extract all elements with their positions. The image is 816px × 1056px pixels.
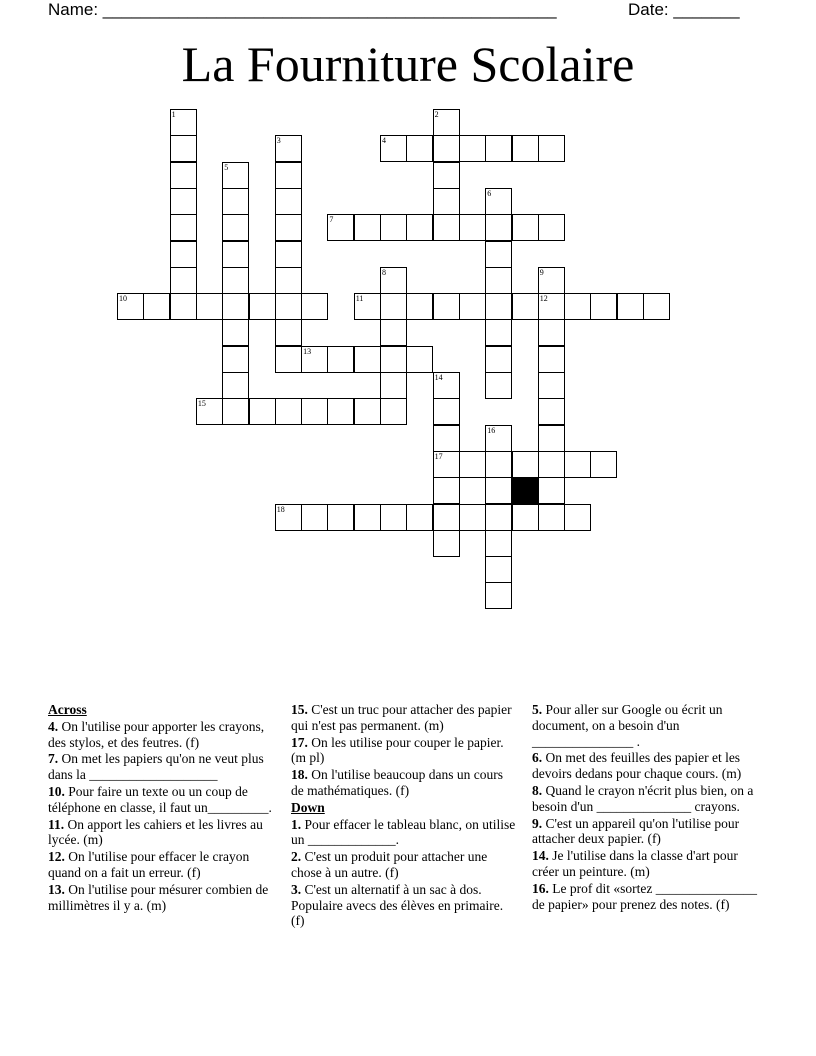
crossword-cell[interactable] — [222, 214, 249, 241]
clue-number: 9. — [532, 815, 543, 831]
clue-number: 14 — [434, 373, 443, 382]
crossword-cell[interactable] — [485, 582, 512, 609]
clue-number: 16 — [487, 425, 496, 435]
clue-number: 16. — [532, 880, 549, 896]
crossword-cell[interactable] — [485, 188, 512, 215]
clue-number: 12. — [48, 849, 65, 865]
clue-column-2 — [291, 702, 516, 930]
clue-text: 10. Pour faire un texte ou un coup de téléphone en classe, il faut un_________. — [48, 783, 272, 815]
clue-number: 18 — [276, 504, 285, 514]
clue-text: 5. Pour aller sur Google ou écrit un document, on a besoin d'un _______________ . — [532, 702, 723, 749]
crossword-cell[interactable] — [275, 188, 302, 215]
crossword-cell[interactable] — [380, 398, 407, 425]
clue-number: 6. — [532, 750, 543, 766]
crossword-cell[interactable] — [222, 398, 249, 425]
page-title: La Fourniture Scolaire — [181, 36, 635, 92]
clue-text: 1. Pour effacer le tableau blanc, on utilise un _____________. — [291, 816, 516, 848]
crossword-cell[interactable] — [433, 135, 460, 162]
crossword-cell[interactable] — [354, 214, 381, 241]
crossword-cell[interactable] — [538, 504, 565, 531]
crossword-cell[interactable] — [222, 319, 249, 346]
crossword-cell[interactable] — [459, 214, 486, 241]
clue-number: 5 — [224, 162, 229, 172]
crossword-cell[interactable] — [170, 109, 197, 136]
crossword-cell[interactable] — [380, 372, 407, 399]
clue-number: 4 — [382, 136, 386, 146]
crossword-cell[interactable] — [406, 504, 433, 531]
crossword-cell[interactable] — [433, 293, 460, 320]
crossword-cell[interactable] — [406, 346, 433, 373]
crossword-cell[interactable] — [433, 214, 460, 241]
crossword-cell[interactable] — [485, 319, 512, 346]
crossword-cell[interactable] — [485, 214, 512, 241]
clue-number: 3 — [276, 136, 281, 146]
clue-number: 5. — [532, 702, 543, 717]
clue-number: 7 — [329, 215, 334, 225]
crossword-cell[interactable] — [512, 135, 539, 162]
clue-number: 13. — [48, 881, 65, 897]
clue-text: 6. On met des feuilles des papier et les devoirs dedans pour chaque cours. (m) — [532, 750, 742, 782]
clue-section-heading: Across — [48, 702, 87, 717]
crossword-cell[interactable] — [433, 398, 460, 425]
crossword-cell[interactable] — [433, 109, 460, 136]
crossword-cell[interactable] — [301, 293, 328, 320]
clue-number: 17. — [291, 734, 308, 750]
crossword-cell[interactable] — [380, 319, 407, 346]
date-field-label: Date: _______ — [628, 0, 740, 19]
crossword-cell[interactable] — [538, 451, 565, 478]
crossword-cell[interactable] — [275, 162, 302, 189]
clue-number: 11. — [48, 816, 65, 832]
crossword-cell[interactable] — [275, 267, 302, 294]
crossword-cell[interactable] — [406, 214, 433, 241]
crossword-cell[interactable] — [459, 451, 486, 478]
crossword-cell[interactable] — [275, 241, 302, 268]
crossword-cell[interactable] — [117, 293, 144, 320]
crossword-cell[interactable] — [196, 293, 223, 320]
crossword-cell[interactable] — [512, 451, 539, 478]
crossword-cell[interactable] — [275, 214, 302, 241]
crossword-cell[interactable] — [222, 293, 249, 320]
clue-text: 4. On l'utilise pour apporter les crayons, des stylos, et des feutres. (f) — [48, 718, 265, 750]
crossword-cell[interactable] — [643, 293, 670, 320]
crossword-cell[interactable] — [512, 504, 539, 531]
clue-text: 18. On l'utilise beaucoup dans un cours de mathématiques. (f) — [291, 767, 504, 798]
clue-text: 9. C'est un appareil qu'on l'utilise pour attacher deux papier. (f) — [532, 815, 740, 847]
clue-number: 15. — [291, 702, 308, 717]
crossword-cell[interactable] — [433, 477, 460, 504]
clue-number: 1. — [291, 816, 302, 832]
clue-number: 4. — [48, 718, 59, 734]
clue-number: 9 — [539, 267, 544, 277]
clue-text: 15. C'est un truc pour attacher des papier qui n'est pas permanent. (m) — [291, 702, 512, 733]
crossword-cell[interactable] — [327, 346, 354, 373]
crossword-cell[interactable] — [538, 477, 565, 504]
clue-text: 11. On apport les cahiers et les livres au lycée. (m) — [48, 816, 263, 848]
crossword-cell[interactable] — [590, 451, 617, 478]
crossword-cell[interactable] — [327, 504, 354, 531]
clue-number: 17 — [434, 451, 443, 461]
crossword-cell[interactable] — [538, 214, 565, 241]
crossword-cell[interactable] — [354, 398, 381, 425]
crossword-cell[interactable] — [433, 504, 460, 531]
crossword-cell[interactable] — [275, 504, 302, 531]
crossword-cell[interactable] — [301, 398, 328, 425]
crossword-cell[interactable] — [275, 293, 302, 320]
crossword-cell[interactable] — [380, 267, 407, 294]
crossword-cell[interactable] — [485, 556, 512, 583]
crossword-cell[interactable] — [433, 162, 460, 189]
crossword-cell[interactable] — [170, 267, 197, 294]
clue-number: 2 — [434, 110, 439, 119]
crossword-cell[interactable] — [538, 425, 565, 452]
clue-number: 11 — [355, 294, 364, 304]
crossword-cell[interactable] — [143, 293, 170, 320]
crossword-cell[interactable] — [170, 241, 197, 268]
crossword-cell[interactable] — [617, 293, 644, 320]
crossword-cell[interactable] — [222, 372, 249, 399]
crossword-cell[interactable] — [380, 293, 407, 320]
clue-number: 1 — [171, 110, 176, 119]
clue-number: 14. — [532, 848, 549, 864]
crossword-cell[interactable] — [590, 293, 617, 320]
clue-text: 2. C'est un produit pour attacher une chose à un autre. (f) — [291, 849, 488, 880]
crossword-cell[interactable] — [485, 504, 512, 531]
clue-text: 16. Le prof dit «sortez _______________ de papier» pour prenez des notes. (f) — [532, 880, 757, 912]
clue-text: 17. On les utilise pour couper le papier. (m pl) — [291, 734, 504, 766]
clue-column-1 — [48, 702, 280, 914]
crossword-cell[interactable] — [222, 241, 249, 268]
crossword-cell[interactable] — [380, 504, 407, 531]
crossword-cell[interactable] — [249, 293, 276, 320]
crossword-cell[interactable] — [433, 530, 460, 557]
crossword-cell[interactable] — [485, 530, 512, 557]
crossword-cell[interactable] — [170, 293, 197, 320]
crossword-cell[interactable] — [538, 135, 565, 162]
clue-number: 12 — [539, 294, 548, 304]
crossword-cell[interactable] — [170, 214, 197, 241]
crossword-cell[interactable] — [170, 162, 197, 189]
crossword-cell[interactable] — [485, 241, 512, 268]
crossword-cell[interactable] — [249, 398, 276, 425]
crossword-cell[interactable] — [459, 504, 486, 531]
clue-number: 13 — [303, 346, 312, 356]
clue-number: 8 — [382, 267, 386, 277]
clue-text: 13. On l'utilise pour mésurer combien de millimètres il y a. (m) — [48, 881, 269, 913]
clue-number: 10. — [48, 783, 65, 799]
clue-text: 14. Je l'utilise dans la classe d'art pour créer un peinture. (m) — [532, 848, 738, 879]
crossword-cell[interactable] — [222, 188, 249, 215]
crossword-cell[interactable] — [275, 398, 302, 425]
crossword-cell[interactable] — [327, 398, 354, 425]
crossword-cell[interactable] — [406, 293, 433, 320]
crossword-cell[interactable] — [301, 346, 328, 373]
clue-number: 2. — [291, 849, 302, 865]
crossword-cell[interactable] — [538, 267, 565, 294]
clue-number: 10 — [119, 294, 127, 304]
crossword-cell[interactable] — [538, 346, 565, 373]
crossword-cell[interactable] — [485, 425, 512, 452]
clue-number: 6 — [487, 188, 492, 198]
crossword-cell[interactable] — [538, 319, 565, 346]
crossword-cell[interactable] — [327, 214, 354, 241]
crossword-cell[interactable] — [380, 214, 407, 241]
crossword-cell[interactable] — [196, 398, 223, 425]
crossword-cell[interactable] — [222, 162, 249, 189]
clue-number: 8. — [532, 782, 543, 798]
crossword-cell[interactable] — [170, 188, 197, 215]
crossword-cell[interactable] — [485, 346, 512, 373]
crossword-cell[interactable] — [222, 346, 249, 373]
crossword-cell[interactable] — [459, 135, 486, 162]
crossword-cell[interactable] — [354, 293, 381, 320]
blocked-cell — [512, 477, 539, 504]
clue-text: 3. C'est un alternatif à un sac à dos. Populaire avecs des élèves en primaire. (f) — [291, 881, 504, 929]
crossword-cell[interactable] — [564, 451, 591, 478]
crossword-cell[interactable] — [485, 372, 512, 399]
crossword-cell[interactable] — [485, 477, 512, 504]
clue-column-3 — [532, 702, 764, 913]
crossword-cell[interactable] — [275, 319, 302, 346]
clue-number: 18. — [291, 767, 308, 783]
crossword-cell[interactable] — [433, 372, 460, 399]
crossword-cell[interactable] — [485, 135, 512, 162]
crossword-cell[interactable] — [275, 346, 302, 373]
crossword-cell[interactable] — [433, 188, 460, 215]
clue-text: 8. Quand le crayon n'écrit plus bien, on a besoin d'un ______________ crayons. — [532, 782, 754, 814]
crossword-cell[interactable] — [485, 267, 512, 294]
crossword-cell[interactable] — [222, 267, 249, 294]
clue-number: 3. — [291, 881, 302, 897]
crossword-cell[interactable] — [564, 293, 591, 320]
crossword-cell[interactable] — [301, 504, 328, 531]
crossword-cell[interactable] — [512, 293, 539, 320]
crossword-cell[interactable] — [433, 425, 460, 452]
crossword-cell[interactable] — [564, 504, 591, 531]
crossword-cell[interactable] — [406, 135, 433, 162]
clue-number: 15 — [197, 399, 206, 409]
crossword-cell[interactable] — [170, 135, 197, 162]
clue-text: 7. On met les papiers qu'on ne veut plus dans la ___________________ — [48, 751, 264, 783]
clue-text: 12. On l'utilise pour effacer le crayon quand on a fait un erreur. (f) — [48, 849, 250, 880]
crossword-cell[interactable] — [538, 372, 565, 399]
crossword-cell[interactable] — [433, 451, 460, 478]
name-field-label: Name: ________________________________________________ — [48, 0, 557, 19]
crossword-cell[interactable] — [354, 504, 381, 531]
crossword-cell[interactable] — [380, 135, 407, 162]
crossword-cell[interactable] — [538, 398, 565, 425]
crossword-cell[interactable] — [459, 293, 486, 320]
crossword-cell[interactable] — [354, 346, 381, 373]
clue-number: 7. — [48, 751, 59, 767]
crossword-cell[interactable] — [512, 214, 539, 241]
crossword-cell[interactable] — [485, 293, 512, 320]
crossword-cell[interactable] — [485, 451, 512, 478]
crossword-cell[interactable] — [538, 293, 565, 320]
clue-section-heading: Down — [291, 799, 325, 815]
crossword-cell[interactable] — [380, 346, 407, 373]
crossword-cell[interactable] — [275, 135, 302, 162]
